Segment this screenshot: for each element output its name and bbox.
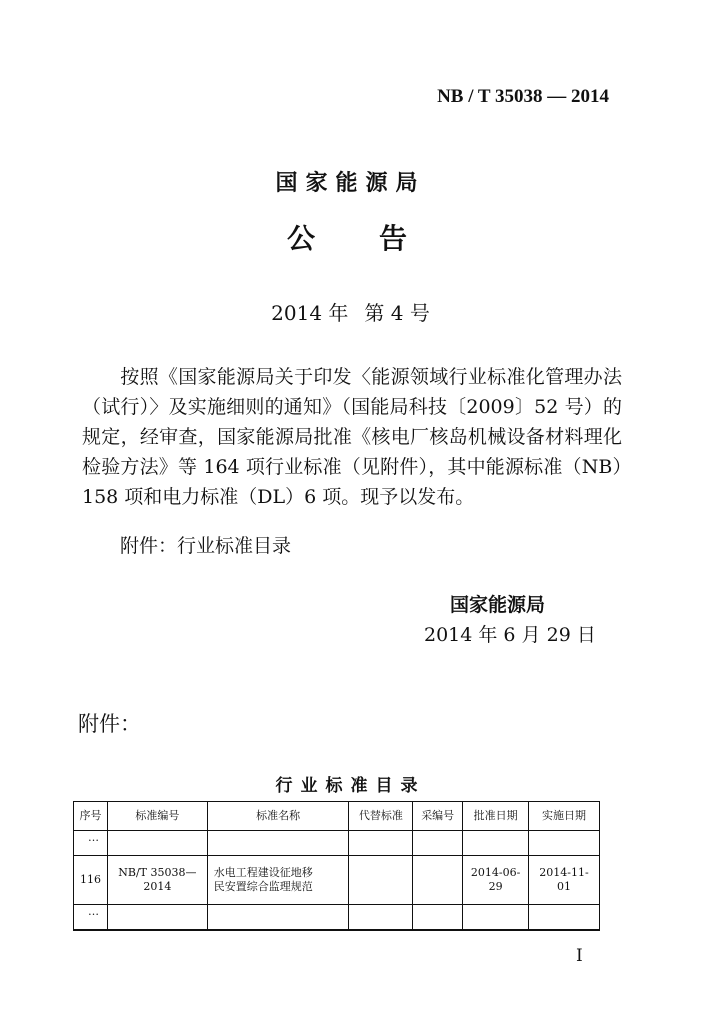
notice-title [287, 217, 407, 257]
table-row-ellipsis [74, 831, 600, 856]
col-adopt-no: 采编号 [413, 802, 463, 831]
table-row [74, 856, 600, 905]
cell-adopt-no [413, 856, 463, 905]
cell-number: NB/T 35038— 2014 [107, 856, 207, 905]
page-number: I [576, 946, 583, 966]
col-number: 标准编号 [107, 802, 207, 831]
signature-date: 2014 年 6 月 29 日 [424, 624, 596, 646]
table-header-row [74, 802, 600, 831]
signature-organization: 国家能源局 [450, 594, 546, 616]
attachment-heading: 附件： [78, 712, 141, 736]
issue-year: 2014 年 [271, 301, 349, 325]
standard-number: NB / T 35038 — 2014 [437, 86, 609, 107]
issuing-organization: 国家能源局 [275, 171, 426, 196]
col-effective-date: 实施日期 [529, 802, 600, 831]
attachment-reference: 附件：行业标准目录 [120, 535, 292, 557]
notice-title-left: 公 [287, 222, 316, 255]
table-title: 行业标准目录 [275, 776, 426, 796]
col-seq: 序号 [74, 802, 108, 831]
table-row-ellipsis [74, 905, 600, 931]
cell-name: 水电工程建设征地移 民安置综合监理规范 [207, 856, 349, 905]
ellipsis-cell: … [74, 831, 108, 856]
issue-no: 第 4 号 [364, 301, 430, 325]
standards-table [73, 801, 600, 931]
notice-body [82, 362, 622, 512]
cell-approve-date: 2014-06- 29 [463, 856, 529, 905]
col-approve-date: 批准日期 [463, 802, 529, 831]
notice-title-right: 告 [378, 222, 407, 255]
notice-body-text: 按照《国家能源局关于印发〈能源领域行业标准化管理办法（试行）〉及实施细则的通知》（国能局科技〔2009〕52 号）的规定，经审查，国家能源局批准《核电厂核岛机械设备材料理化检验方法》等 164 项行业标准（见附件），其中能源标准（NB）158 项和电力标准（DL）6 项。现予以发布。 [82, 366, 622, 508]
ellipsis-cell: … [74, 905, 108, 931]
cell-replaces [349, 856, 413, 905]
col-name: 标准名称 [207, 802, 349, 831]
col-replaces: 代替标准 [349, 802, 413, 831]
issue-number [0, 297, 701, 326]
cell-effective-date: 2014-11- 01 [529, 856, 600, 905]
cell-seq: 116 [74, 856, 108, 905]
